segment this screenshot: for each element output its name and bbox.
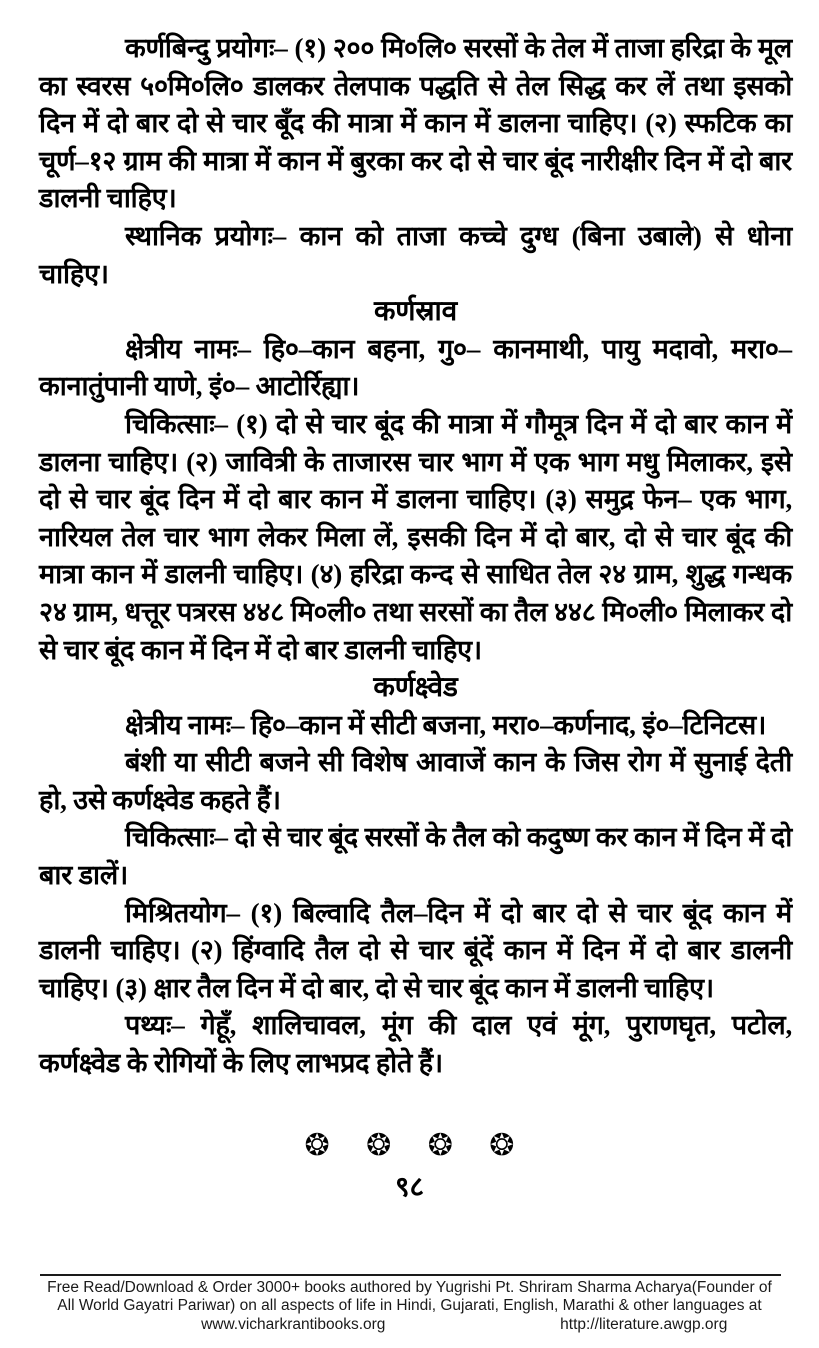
para-lead-chikitsa-1: चिकित्साः– (125, 408, 228, 439)
footer-url-row (0, 1316, 819, 1335)
para-mishritayog (39, 895, 792, 1008)
para-lead-karnabindu: कर्णबिन्दु प्रयोगः– (125, 33, 288, 63)
section-heading-karnasrav: कर्णस्राव (374, 296, 457, 328)
para-lead-kshetriya-1: क्षेत्रीय नामः– (125, 333, 251, 364)
para-lead-kshetriya-2: क्षेत्रीय नामः– (125, 709, 245, 740)
section-heading-karnakshved: कर्णक्ष्वेड (373, 672, 458, 704)
para-lead-sthanik: स्थानिक प्रयोगः– (125, 220, 287, 251)
flower-ornament-row (0, 1127, 819, 1165)
para-pathya (39, 1007, 792, 1082)
para-karnabindu-prayog (39, 30, 792, 218)
page-footer (0, 1274, 819, 1335)
footer-url-vicharkrantibooks: www.vicharkrantibooks.org (201, 1315, 386, 1333)
para-lead-chikitsa-2: चिकित्साः– (125, 822, 228, 853)
footer-url-literature-awgp: http://literature.awgp.org (560, 1315, 728, 1333)
footer-divider (40, 1274, 781, 1276)
para-text-pathya: गेहूँ, शालिचावल, मूंग की दाल एवं मूंग, पुराणघृत, पटोल, कर्णक्ष्वेड के रोगियों के लिए लाभप्रद होते हैं। (39, 1010, 792, 1079)
para-sthanik-prayog (39, 218, 792, 293)
page-number: ९८ (394, 1171, 425, 1203)
para-karnakshved-definition (39, 744, 792, 819)
para-text-kshetriya-1: हि०–कान बहना, गु०– कानमाथी, पायु मदावो, मरा०– कानातुंपानी याणे, इं०– आटोर्रिह्या। (39, 333, 792, 402)
para-text-definition: बंशी या सीटी बजने सी विशेष आवाजें कान के जिस रोग में सुनाई देती हो, उसे कर्णक्ष्वेड कहते हैं। (39, 747, 792, 815)
para-text-chikitsa-2: दो से चार बूंद सरसों के तैल को कदुष्ण कर कान में दिन में दो बार डालें। (39, 822, 792, 891)
para-kshetriya-naam-karnasrav (39, 331, 792, 406)
footer-line-2: All World Gayatri Pariwar) on all aspects of life in Hindi, Gujarati, English, Marathi & other languages at (57, 1297, 762, 1314)
para-chikitsa-karnasrav (39, 406, 792, 669)
para-lead-mishritayog: मिश्रितयोग– (125, 897, 240, 928)
footer-line-1: Free Read/Download & Order 3000+ books authored by Yugrishi Pt. Shriram Sharma Acharya(Founder of (47, 1278, 772, 1296)
para-text-chikitsa-1: (१) दो से चार बूंद की मात्रा में गौमूत्र दिन में दो बार कान में डालना चाहिए। (२) जावित्री के ताजारस चार भाग में एक भाग मधु मिलाकर, इसे दो से चार बूंद दिन में दो बार कान में डालना चाहिए। (३) समुद्र फेन– एक भाग, नारियल तेल चार भाग लेकर मिला लें, इसकी दिन में दो बार, दो से चार बूंद की मात्रा कान में डालनी चाहिए। (४) हरिद्रा कन्द से साधित तेल २४ ग्राम, शुद्ध गन्धक २४ ग्राम, धत्तूर पत्ररस ४४८ मि०ली० तथा सरसों का तैल ४४८ मि०ली० मिलाकर दो से चार बूंद कान में दिन में दो बार डालनी चाहिए। (39, 408, 792, 665)
para-text-kshetriya-2: हि०–कान में सीटी बजना, मरा०–कर्णनाद, इं०–टिनिटस। (250, 709, 767, 740)
para-text-sthanik: कान को ताजा कच्चे दुग्ध (बिना उबाले) से धोना चाहिए। (39, 220, 793, 289)
para-text-karnabindu: (१) २०० मि०लि० सरसों के तेल में ताजा हरिद्रा के मूल का स्वरस ५०मि०लि० डालकर तेलपाक पद्धति से तेल सिद्ध कर लें तथा इसको दिन में दो बार दो से चार बूँद की मात्रा में कान में डालना चाहिए। (२) स्फटिक का चूर्ण–१२ ग्राम की मात्रा में कान में बुरका कर दो से चार बूंद नारीक्षीर दिन में दो बार डालनी चाहिए। (39, 33, 792, 214)
para-text-mishritayog: (१) बिल्वादि तैल–दिन में दो बार दो से चार बूंद कान में डालनी चाहिए। (२) हिंग्वादि तैल दो से चार बूंदें कान में दिन में दो बार डालनी चाहिए। (३) क्षार तैल दिन में दो बार, दो से चार बूंद कान में डालनी चाहिए। (39, 897, 792, 1003)
para-chikitsa-karnakshved (39, 819, 792, 894)
para-kshetriya-naam-karnakshved (39, 707, 792, 745)
para-lead-pathya: पथ्यः– (125, 1010, 185, 1041)
star-flower-icons: ❂ ❂ ❂ ❂ (304, 1127, 515, 1163)
